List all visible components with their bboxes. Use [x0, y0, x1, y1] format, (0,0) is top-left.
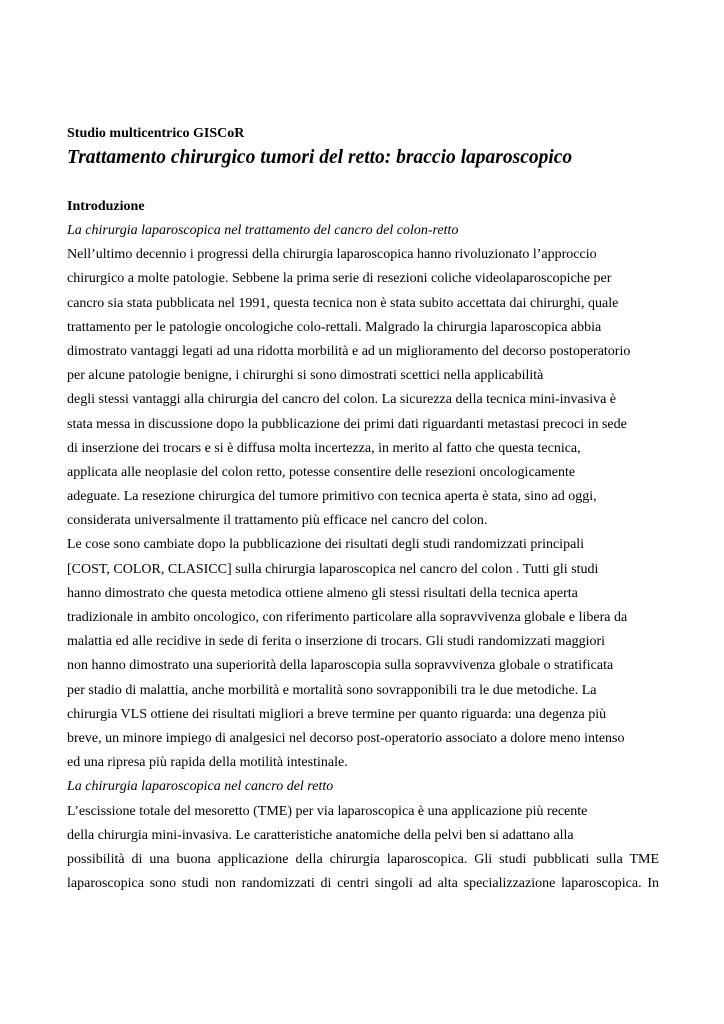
- body-line: tradizionale in ambito oncologico, con riferimento particolare alla sopravvivenza globale e libera da: [67, 610, 628, 625]
- body-line: adeguate. La resezione chirurgica del tumore primitivo con tecnica aperta è stata, sino ad oggi,: [67, 489, 597, 505]
- subsection-heading: La chirurgia laparoscopica nel trattamento del cancro del colon-retto: [67, 223, 459, 238]
- body-line: ed una ripresa più rapida della motilità intestinale.: [67, 755, 348, 771]
- document-body: [67, 219, 659, 896]
- body-line: Nell’ultimo decennio i progressi della chirurgia laparoscopica hanno rivoluzionato l’approccio: [67, 247, 597, 263]
- body-line: laparoscopica sono studi non randomizzati di centri singoli ad alta specializzazione laparoscopica. In: [67, 876, 659, 892]
- subsection-heading: La chirurgia laparoscopica nel cancro del retto: [67, 779, 334, 795]
- body-line: non hanno dimostrato una superiorità della laparoscopia sulla sopravvivenza globale o stratificata: [67, 658, 614, 674]
- body-line: L’escissione totale del mesoretto (TME) per via laparoscopica è una applicazione più recente: [67, 803, 588, 819]
- body-line: hanno dimostrato che questa metodica ottiene almeno gli stessi risultati della tecnica aperta: [67, 585, 578, 601]
- body-line: chirurgico a molte patologie. Sebbene la prima serie di resezioni coliche videolaparoscopiche per: [67, 271, 612, 287]
- body-line: della chirurgia mini-invasiva. Le caratteristiche anatomiche della pelvi ben si adattano alla: [67, 827, 574, 843]
- body-line: Le cose sono cambiate dopo la pubblicazione dei risultati degli studi randomizzati principali: [67, 537, 585, 553]
- body-line: dimostrato vantaggi legati ad una ridotta morbilità e ad un miglioramento del decorso postoperatorio: [67, 343, 631, 359]
- document-page: [67, 124, 659, 896]
- body-line: chirurgia VLS ottiene dei risultati migliori a breve termine per quanto riguarda: una degenza più: [67, 706, 607, 722]
- body-line: cancro sia stata pubblicata nel 1991, questa tecnica non è stata subito accettata dai chirurghi, quale: [67, 295, 619, 311]
- body-line: malattia ed alle recidive in sede di ferita o inserzione di trocars. Gli studi randomizzati maggiori: [67, 634, 606, 650]
- body-line: breve, un minore impiego di analgesici nel decorso post-operatorio associato a dolore meno intenso: [67, 730, 625, 746]
- body-line: per stadio di malattia, anche morbilità e mortalità sono sovrapponibili tra le due metodiche. La: [67, 682, 597, 698]
- body-line: degli stessi vantaggi alla chirurgia del cancro del colon. La sicurezza della tecnica mini-invasiva è: [67, 392, 617, 408]
- body-line: applicata alle neoplasie del colon retto, potesse consentire delle resezioni oncologicamente: [67, 464, 576, 480]
- body-line: [COST, COLOR, CLASICC] sulla chirurgia laparoscopica nel cancro del colon . Tutti gli studi: [67, 561, 599, 577]
- document-title: Trattamento chirurgico tumori del retto: braccio laparoscopico: [67, 147, 573, 168]
- body-line: trattamento per le patologie oncologiche colo-rettali. Malgrado la chirurgia laparoscopica abbia: [67, 319, 602, 335]
- body-line: di inserzione dei trocars e si è diffusa molta incertezza, in merito al fatto che questa tecnica,: [67, 440, 581, 456]
- document-overline: Studio multicentrico GISCoR: [67, 126, 245, 141]
- section-heading-introduzione: Introduzione: [67, 199, 145, 214]
- body-line: stata messa in discussione dopo la pubblicazione dei primi dati riguardanti metastasi precoci in sede: [67, 416, 627, 432]
- body-line: per alcune patologie benigne, i chirurghi si sono dimostrati scettici nella applicabilità: [67, 368, 544, 384]
- body-line: possibilità di una buona applicazione della chirurgia laparoscopica. Gli studi pubblicati sulla TME: [67, 851, 659, 867]
- body-line: considerata universalmente il trattamento più efficace nel cancro del colon.: [67, 513, 488, 529]
